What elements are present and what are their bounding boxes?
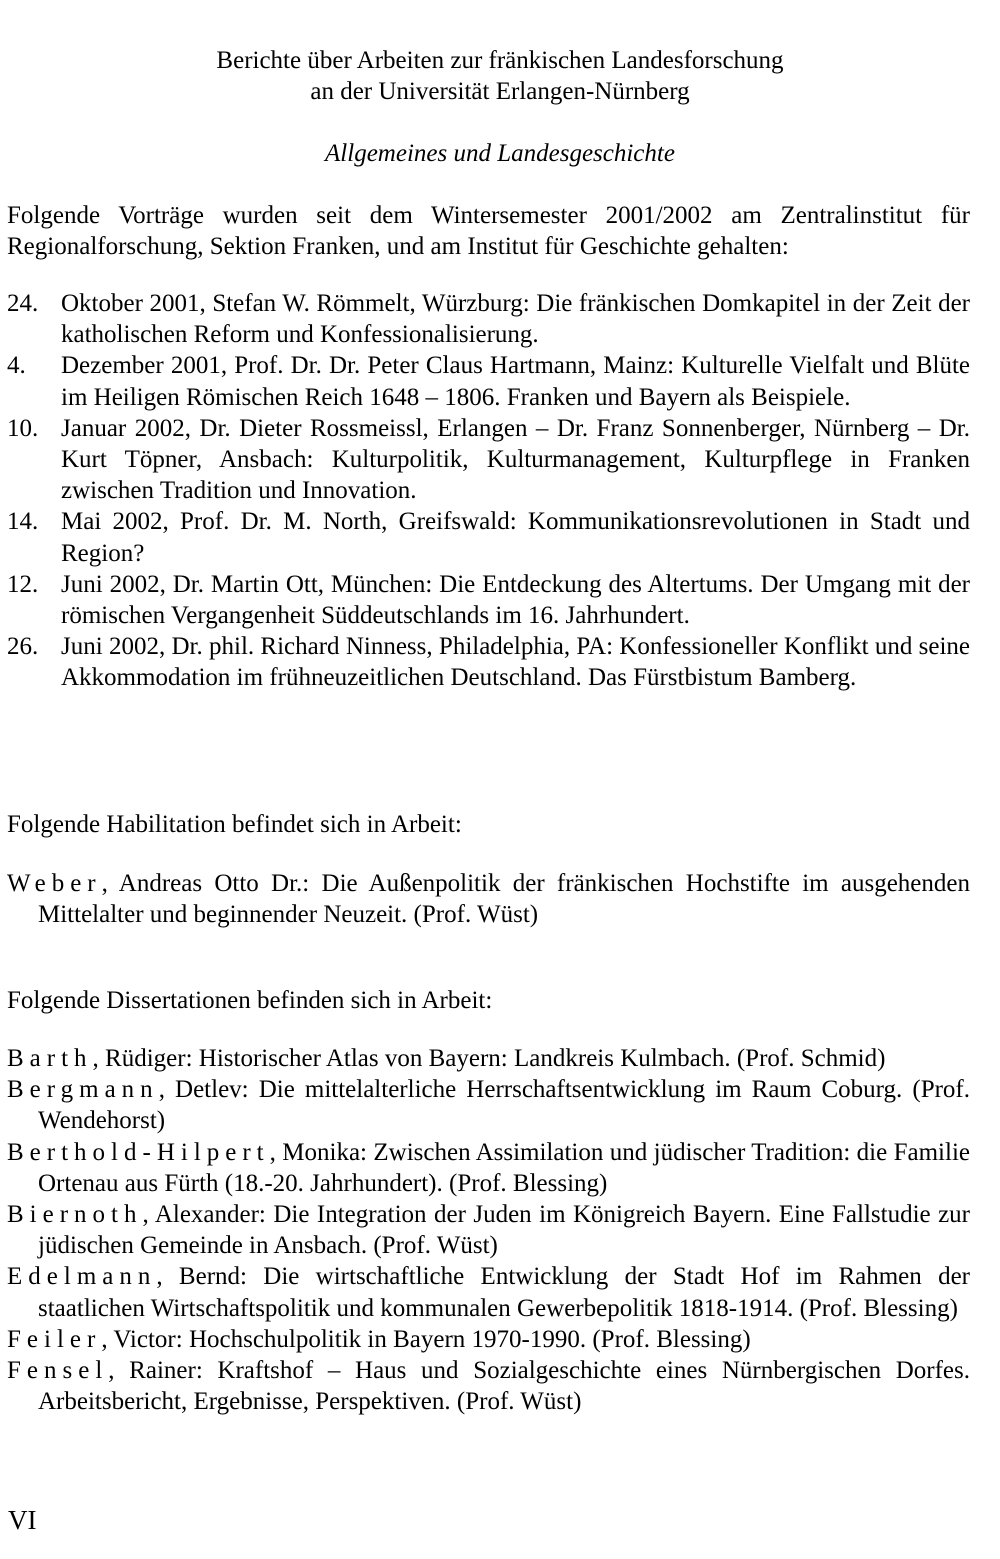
header-line-1: Berichte über Arbeiten zur fränkischen Landesforschung	[216, 47, 784, 74]
entry-text: , Victor: Hochschulpolitik in Bayern 1970-1990. (Prof. Blessing)	[101, 1325, 751, 1353]
entry-text: , Rainer: Kraftshof – Haus und Sozialgeschichte eines Nürnbergischen Dorfes. Arbeitsbericht, Ergebnisse, Perspektiven. (Prof. Wüst)	[38, 1357, 970, 1416]
section-title: Allgemeines und Landesgeschichte	[325, 140, 675, 167]
habilitation-heading: Folgende Habilitation befindet sich in Arbeit:	[7, 811, 462, 838]
lecture-item	[7, 506, 970, 568]
lecture-item	[7, 413, 970, 507]
lecture-text: Dezember 2001, Prof. Dr. Dr. Peter Claus Hartmann, Mainz: Kulturelle Vielfalt und Blüte im Heiligen Römischen Reich 1648 – 1806. Franken und Bayern als Beispiele.	[61, 352, 970, 411]
entry-text: , Monika: Zwischen Assimilation und jüdischer Tradition: die Familie Ortenau aus Fürth (18.-20. Jahrhundert). (Prof. Blessing)	[38, 1138, 970, 1197]
lecture-day: 10.	[7, 414, 39, 442]
lecture-day: 14.	[7, 508, 39, 536]
dissertation-entry	[7, 1043, 970, 1074]
author-name: Edelmann	[7, 1263, 157, 1291]
lecture-item	[7, 631, 970, 693]
dissertation-entry	[7, 1261, 970, 1323]
dissertations-list	[7, 1043, 970, 1417]
entry-text: , Bernd: Die wirtschaftliche Entwicklung der Stadt Hof im Rahmen der staatlichen Wirtschaftspolitik und kommunalen Gewerbepolitik 1818-1914. (Prof. Blessing)	[38, 1263, 970, 1322]
lecture-item	[7, 350, 970, 412]
habilitation-entry	[7, 868, 970, 930]
lecture-item	[7, 569, 970, 631]
author-name: Weber	[7, 870, 102, 897]
entry-text: , Andreas Otto Dr.: Die Außenpolitik der fränkischen Hochstifte im ausgehenden Mittelalter und beginnender Neuzeit. (Prof. Wüst)	[38, 870, 970, 929]
lecture-text: Mai 2002, Prof. Dr. M. North, Greifswald: Kommunikationsrevolutionen in Stadt und Region?	[61, 508, 970, 567]
entry-text: , Detlev: Die mittelalterliche Herrschaftsentwicklung im Raum Coburg. (Prof. Wendehorst)	[38, 1076, 970, 1135]
dissertation-entry	[7, 1355, 970, 1417]
author-name: Berthold-Hilpert	[7, 1138, 270, 1166]
dissertation-entry	[7, 1324, 970, 1355]
page-number: VI	[8, 1505, 37, 1535]
author-name: Barth	[7, 1045, 93, 1072]
lecture-day: 4.	[7, 352, 26, 380]
page-header	[0, 45, 1000, 107]
author-name: Biernoth	[7, 1201, 143, 1229]
lecture-day: 24.	[7, 290, 39, 317]
habilitation-list	[7, 868, 970, 930]
author-name: Feiler	[7, 1325, 102, 1353]
lecture-text: Juni 2002, Dr. Martin Ott, München: Die Entdeckung des Altertums. Der Umgang mit der römischen Vergangenheit Süddeutschlands im 16. Jahrhundert.	[61, 570, 970, 630]
dissertation-entry	[7, 1137, 970, 1199]
dissertation-entry	[7, 1074, 970, 1136]
entry-text: , Alexander: Die Integration der Juden im Königreich Bayern. Eine Fallstudie zur jüdischen Gemeinde in Ansbach. (Prof. Wüst)	[38, 1201, 970, 1260]
author-name: Fensel	[7, 1357, 109, 1385]
header-line-2: an der Universität Erlangen-Nürnberg	[310, 78, 690, 106]
dissertations-heading: Folgende Dissertationen befinden sich in Arbeit:	[7, 987, 493, 1014]
entry-text: , Rüdiger: Historischer Atlas von Bayern: Landkreis Kulmbach. (Prof. Schmid)	[92, 1045, 886, 1072]
intro-paragraph: Folgende Vorträge wurden seit dem Wintersemester 2001/2002 am Zentralinstitut für Regionalforschung, Sektion Franken, und am Institut für Geschichte gehalten:	[7, 202, 970, 261]
lecture-day: 26.	[7, 633, 39, 661]
lecture-item	[7, 288, 970, 350]
lecture-day: 12.	[7, 570, 39, 598]
dissertation-entry	[7, 1199, 970, 1261]
lecture-text: Juni 2002, Dr. phil. Richard Ninness, Philadelphia, PA: Konfessioneller Konflikt und seine Akkommodation im frühneuzeitlichen Deutschland. Das Fürstbistum Bamberg.	[61, 633, 970, 692]
lecture-text: Oktober 2001, Stefan W. Römmelt, Würzburg: Die fränkischen Domkapitel in der Zeit der katholischen Reform und Konfessionalisierung.	[61, 290, 970, 349]
lecture-text: Januar 2002, Dr. Dieter Rossmeissl, Erlangen – Dr. Franz Sonnenberger, Nürnberg – Dr. Kurt Töpner, Ansbach: Kulturpolitik, Kulturmanagement, Kulturpflege in Franken zwischen Tradition und Innovation.	[61, 414, 970, 505]
lecture-list	[7, 288, 970, 694]
author-name: Bergmann	[7, 1076, 159, 1104]
